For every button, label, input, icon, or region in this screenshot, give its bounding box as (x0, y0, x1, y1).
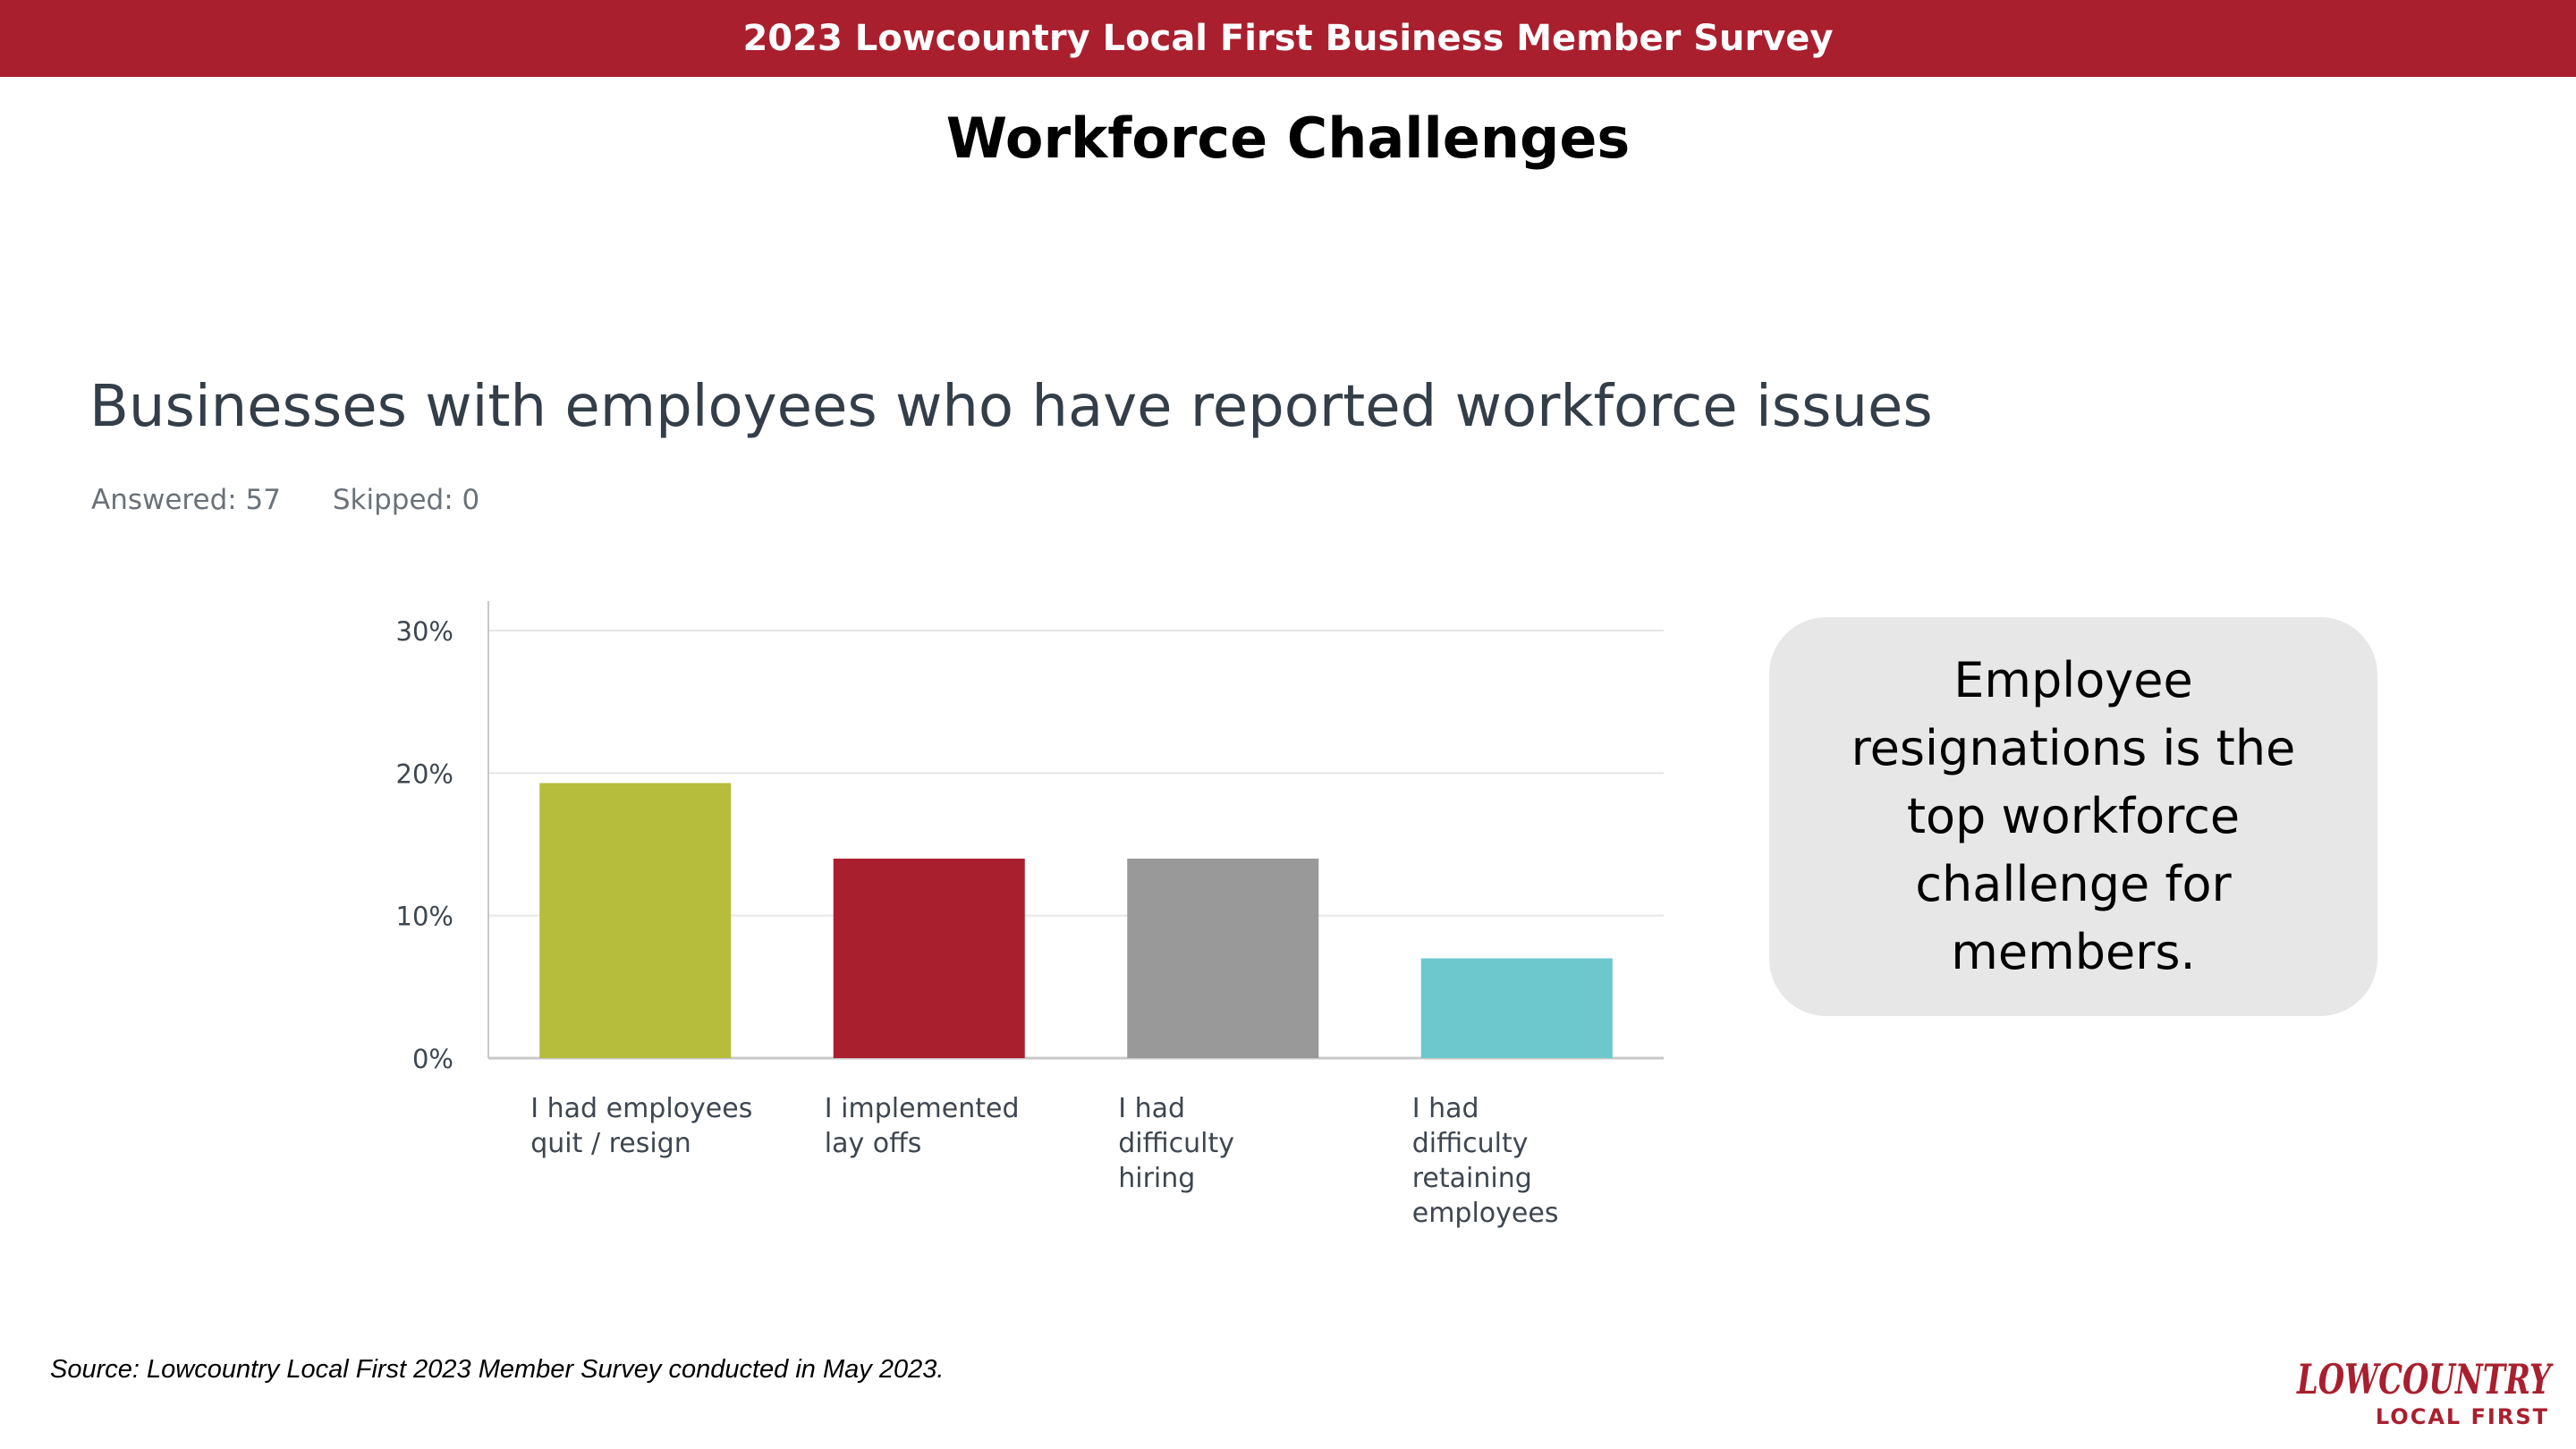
x-tick-label: I had employees quit / resign (530, 1093, 753, 1159)
y-tick-label: 30% (395, 616, 453, 647)
source-note: Source: Lowcountry Local First 2023 Member Survey conducted in May 2023. (50, 1355, 945, 1384)
y-tick-label: 0% (411, 1044, 453, 1074)
bar (1421, 958, 1613, 1058)
answered-count: Answered: 57 (91, 484, 281, 516)
x-tick-label: I implemented lay offs (824, 1093, 1020, 1159)
lowcountry-local-first-logo (2295, 1358, 2555, 1429)
bar (834, 859, 1025, 1058)
callout-text: Employee resignations is the top workforce challenge for members. (1851, 652, 2296, 980)
callout-box (1769, 617, 2377, 1016)
slide-title: Workforce Challenges (945, 106, 1631, 171)
bar (539, 783, 731, 1058)
skipped-count: Skipped: 0 (332, 484, 480, 516)
y-tick-label: 20% (395, 758, 453, 790)
banner-title: 2023 Lowcountry Local First Business Member Survey (742, 18, 1834, 59)
y-tick-label: 10% (395, 901, 453, 932)
logo-line1: LOWCOUNTRY (2295, 1358, 2555, 1403)
question-title: Businesses with employees who have reported workforce issues (89, 374, 1933, 440)
x-tick-label: I had difficulty retaining employees (1411, 1093, 1559, 1229)
bar (1127, 859, 1318, 1058)
logo-line2: LOCAL FIRST (2375, 1404, 2549, 1429)
x-tick-label: I had difficulty hiring (1118, 1093, 1234, 1194)
